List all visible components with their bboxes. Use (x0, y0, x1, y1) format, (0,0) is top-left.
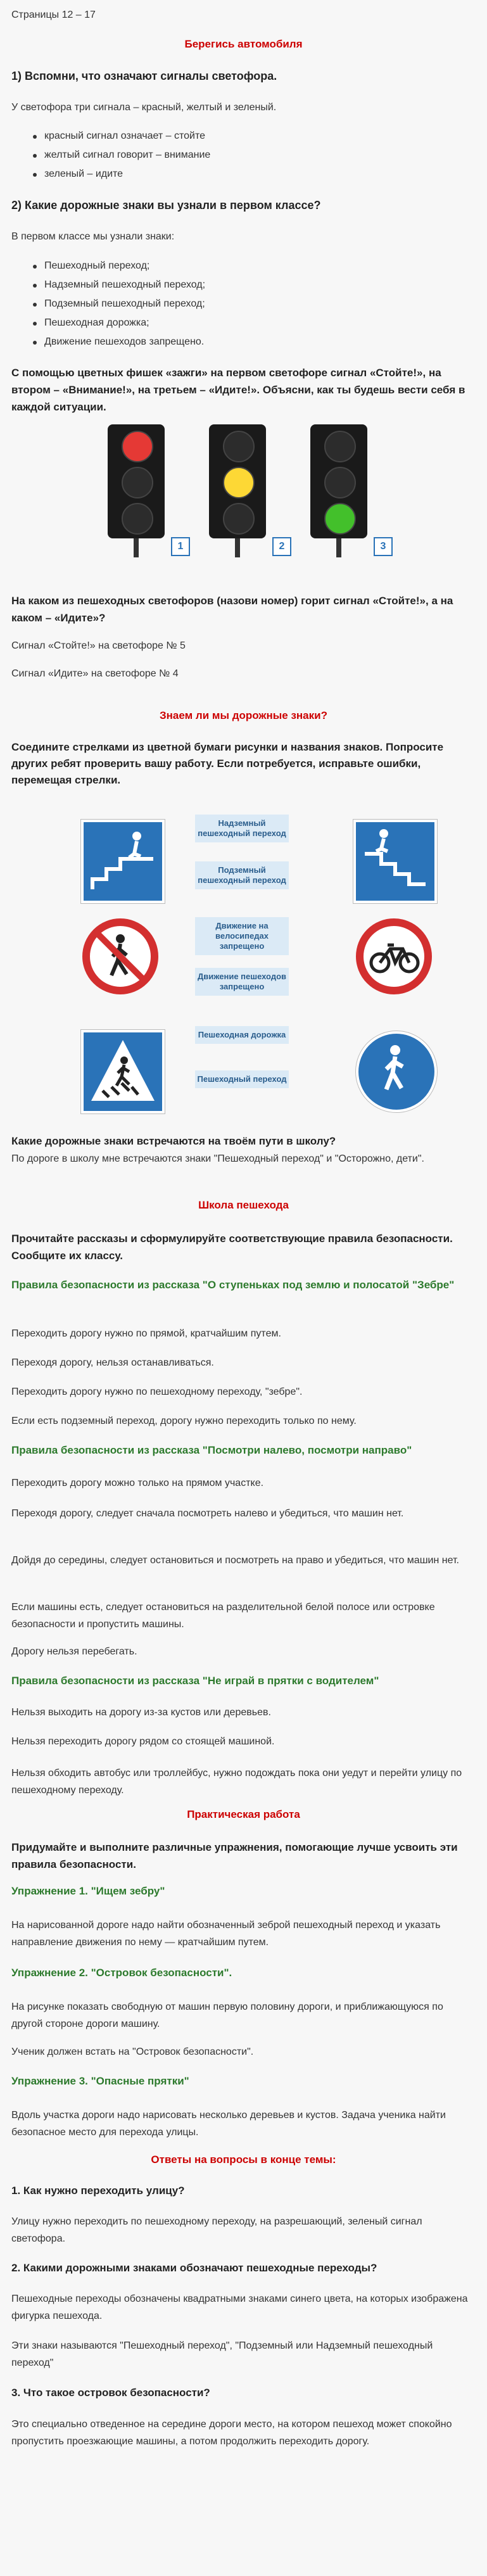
go-answer: Сигнал «Идите» на светофоре № 4 (11, 668, 179, 679)
label-footpath: Пешеходная дорожка (195, 1026, 289, 1044)
list-item: Пешеходный переход; (30, 257, 476, 276)
yellow-lamp-icon (223, 467, 255, 498)
final-answer-3: Это специально отведенное на середине дороги место, на котором пешеход может спокойно пропустить проезжающие машины, а потом продолжить переходить дорогу. (11, 2419, 452, 2447)
signs-list (30, 257, 476, 352)
list-item: Пешеходная дорожка; (30, 314, 476, 333)
signals-list (30, 127, 476, 184)
match-task: Соедините стрелками из цветной бумаги рисунки и названия знаков. Попросите других ребят проверить вашу работу. Если потребуется, исправьте ошибки, перемещая стрелки. (11, 741, 444, 786)
exercise-2-text-2: Ученик должен встать на "Островок безопасности". (11, 2046, 254, 2057)
section-title-pedestrian-school: Школа пешехода (198, 1199, 289, 1211)
exercise-3-title: Упражнение 3. "Опасные прятки" (11, 2075, 189, 2087)
story-1-title: Правила безопасности из рассказа "О ступеньках под землю и полосатой "Зебре" (11, 1279, 455, 1291)
exercise-2-text: На рисунке показать свободную от машин первую половину дороги, и приближающуюся по другой стороне дороги машину. (11, 2002, 443, 2029)
question-2-intro: В первом классе мы узнали знаки: (11, 231, 175, 242)
list-item: красный сигнал означает – стойте (30, 127, 476, 146)
story-3-rule: Нельзя выходить на дорогу из-за кустов или деревьев. (11, 1707, 271, 1718)
story-3-title: Правила безопасности из рассказа "Не играй в прятки с водителем" (11, 1675, 379, 1687)
exercise-3-text: Вдоль участка дороги надо нарисовать несколько деревьев и кустов. Задача ученика найти безопасное место для перехода улицы. (11, 2110, 446, 2138)
signs-matching-illustration (11, 811, 476, 1118)
final-answer-2b: Эти знаки называются "Пешеходный переход", "Подземный или Надземный пешеходный переход" (11, 2340, 433, 2368)
number-box-2: 2 (272, 537, 291, 556)
story-1-rule: Если есть подземный переход, дорогу нужно переходить только по нему. (11, 1416, 357, 1426)
list-item: желтый сигнал говорит – внимание (30, 146, 476, 165)
story-2-rule: Дорогу нельзя перебегать. (11, 1646, 137, 1657)
footpath-sign-icon (356, 1031, 437, 1112)
rules-task: Прочитайте рассказы и сформулируйте соответствующие правила безопасности. Сообщите их классу. (11, 1233, 453, 1262)
story-1-rule: Переходить дорогу нужно по прямой, кратчайшим путем. (11, 1328, 281, 1339)
traffic-light-1 (108, 424, 165, 538)
exercise-2-title: Упражнение 2. "Островок безопасности". (11, 1967, 232, 1979)
chips-task: С помощью цветных фишек «зажги» на первом светофоре сигнал «Стойте!», на втором – «Внимание!», на третьем – «Идите!». Объясни, как ты будешь вести себя в каждой ситуации. (11, 367, 465, 413)
final-answer-2: Пешеходные переходы обозначены квадратными знаками синего цвета, на которых изображена фигурка пешехода. (11, 2294, 468, 2321)
lamp-off-icon (122, 467, 153, 498)
section-title-answers: Ответы на вопросы в конце темы: (151, 2154, 336, 2166)
list-item: Движение пешеходов запрещено. (30, 333, 476, 352)
traffic-light-3 (310, 424, 367, 538)
no-pedestrians-sign-icon (82, 918, 158, 994)
list-item: Надземный пешеходный переход; (30, 276, 476, 295)
story-1-rule: Переходя дорогу, нельзя останавливаться. (11, 1357, 214, 1368)
story-3-rule: Нельзя обходить автобус или троллейбус, нужно подождать пока они уедут и перейти улицу по пешеходному переходу. (11, 1768, 462, 1796)
label-no-bicycles: Движение на велосипедах запрещено (195, 917, 289, 955)
section-title-signs: Знаем ли мы дорожные знаки? (160, 709, 327, 721)
final-question-1: 1. Как нужно переходить улицу? (11, 2185, 185, 2197)
list-item: Подземный пешеходный переход; (30, 295, 476, 314)
story-2-rule: Переходить дорогу можно только на прямом участке. (11, 1478, 264, 1488)
story-2-rule: Если машины есть, следует остановиться на разделительной белой полосе или островке безопасности и пропустить машины. (11, 1602, 435, 1630)
practice-task: Придумайте и выполните различные упражнения, помогающие лучше усвоить эти правила безопасности. (11, 1841, 458, 1870)
crosswalk-sign-icon (81, 1030, 165, 1114)
question-1: 1) Вспомни, что означают сигналы светофора. (11, 70, 277, 82)
story-1-rule: Переходить дорогу нужно по пешеходному переходу, "зебре". (11, 1386, 303, 1397)
lamp-off-icon (324, 431, 356, 462)
list-item: зеленый – идите (30, 165, 476, 184)
section-title-practice: Практическая работа (187, 1808, 300, 1820)
lamp-off-icon (223, 431, 255, 462)
overpass-sign-icon (81, 820, 165, 903)
lamp-off-icon (122, 503, 153, 535)
lamp-off-icon (223, 503, 255, 535)
traffic-lights-illustration (11, 418, 476, 570)
pages-label: Страницы 12 – 17 (11, 10, 96, 20)
underpass-sign-icon (353, 820, 437, 903)
signs-on-way-answer: По дороге в школу мне встречаются знаки "Пешеходный переход" и "Осторожно, дети". (11, 1153, 424, 1164)
pole (336, 538, 341, 557)
number-box-3: 3 (374, 537, 393, 556)
number-box-1: 1 (171, 537, 190, 556)
story-3-rule: Нельзя переходить дорогу рядом со стоящей машиной. (11, 1736, 275, 1747)
exercise-1-text: На нарисованной дороге надо найти обозначенный зеброй пешеходный переход и указать направление движения по нему — кратчайшим путем. (11, 1920, 441, 1948)
no-bicycles-sign-icon (356, 918, 432, 994)
label-overpass: Надземный пешеходный переход (195, 815, 289, 842)
exercise-1-title: Упражнение 1. "Ищем зебру" (11, 1885, 165, 1897)
which-light-question: На каком из пешеходных светофоров (назови номер) горит сигнал «Стойте!», а на каком – «Идите»? (11, 595, 453, 624)
signs-on-way-question: Какие дорожные знаки встречаются на твоём пути в школу? (11, 1135, 336, 1147)
stop-answer: Сигнал «Стойте!» на светофоре № 5 (11, 640, 186, 651)
traffic-light-2 (209, 424, 266, 538)
label-crosswalk: Пешеходный переход (195, 1070, 289, 1088)
pole (134, 538, 139, 557)
story-2-rule: Переходя дорогу, следует сначала посмотреть налево и убедиться, что машин нет. (11, 1508, 404, 1519)
story-2-title: Правила безопасности из рассказа "Посмотри налево, посмотри направо" (11, 1444, 412, 1456)
green-lamp-icon (324, 503, 356, 535)
label-underpass: Подземный пешеходный переход (195, 861, 289, 889)
lamp-off-icon (324, 467, 356, 498)
final-question-3: 3. Что такое островок безопасности? (11, 2387, 210, 2399)
pole (235, 538, 240, 557)
final-answer-1: Улицу нужно переходить по пешеходному переходу, на разрешающий, зеленый сигнал светофора. (11, 2216, 422, 2244)
label-no-pedestrians: Движение пешеходов запрещено (195, 968, 289, 996)
question-2: 2) Какие дорожные знаки вы узнали в первом классе? (11, 199, 321, 212)
final-question-2: 2. Какими дорожными знаками обозначают пешеходные переходы? (11, 2262, 377, 2274)
question-1-intro: У светофора три сигнала – красный, желтый и зеленый. (11, 102, 277, 113)
section-title-beware: Берегись автомобиля (184, 38, 303, 50)
red-lamp-icon (122, 431, 153, 462)
story-2-rule: Дойдя до середины, следует остановиться и посмотреть на право и убедиться, что машин нет. (11, 1555, 459, 1566)
